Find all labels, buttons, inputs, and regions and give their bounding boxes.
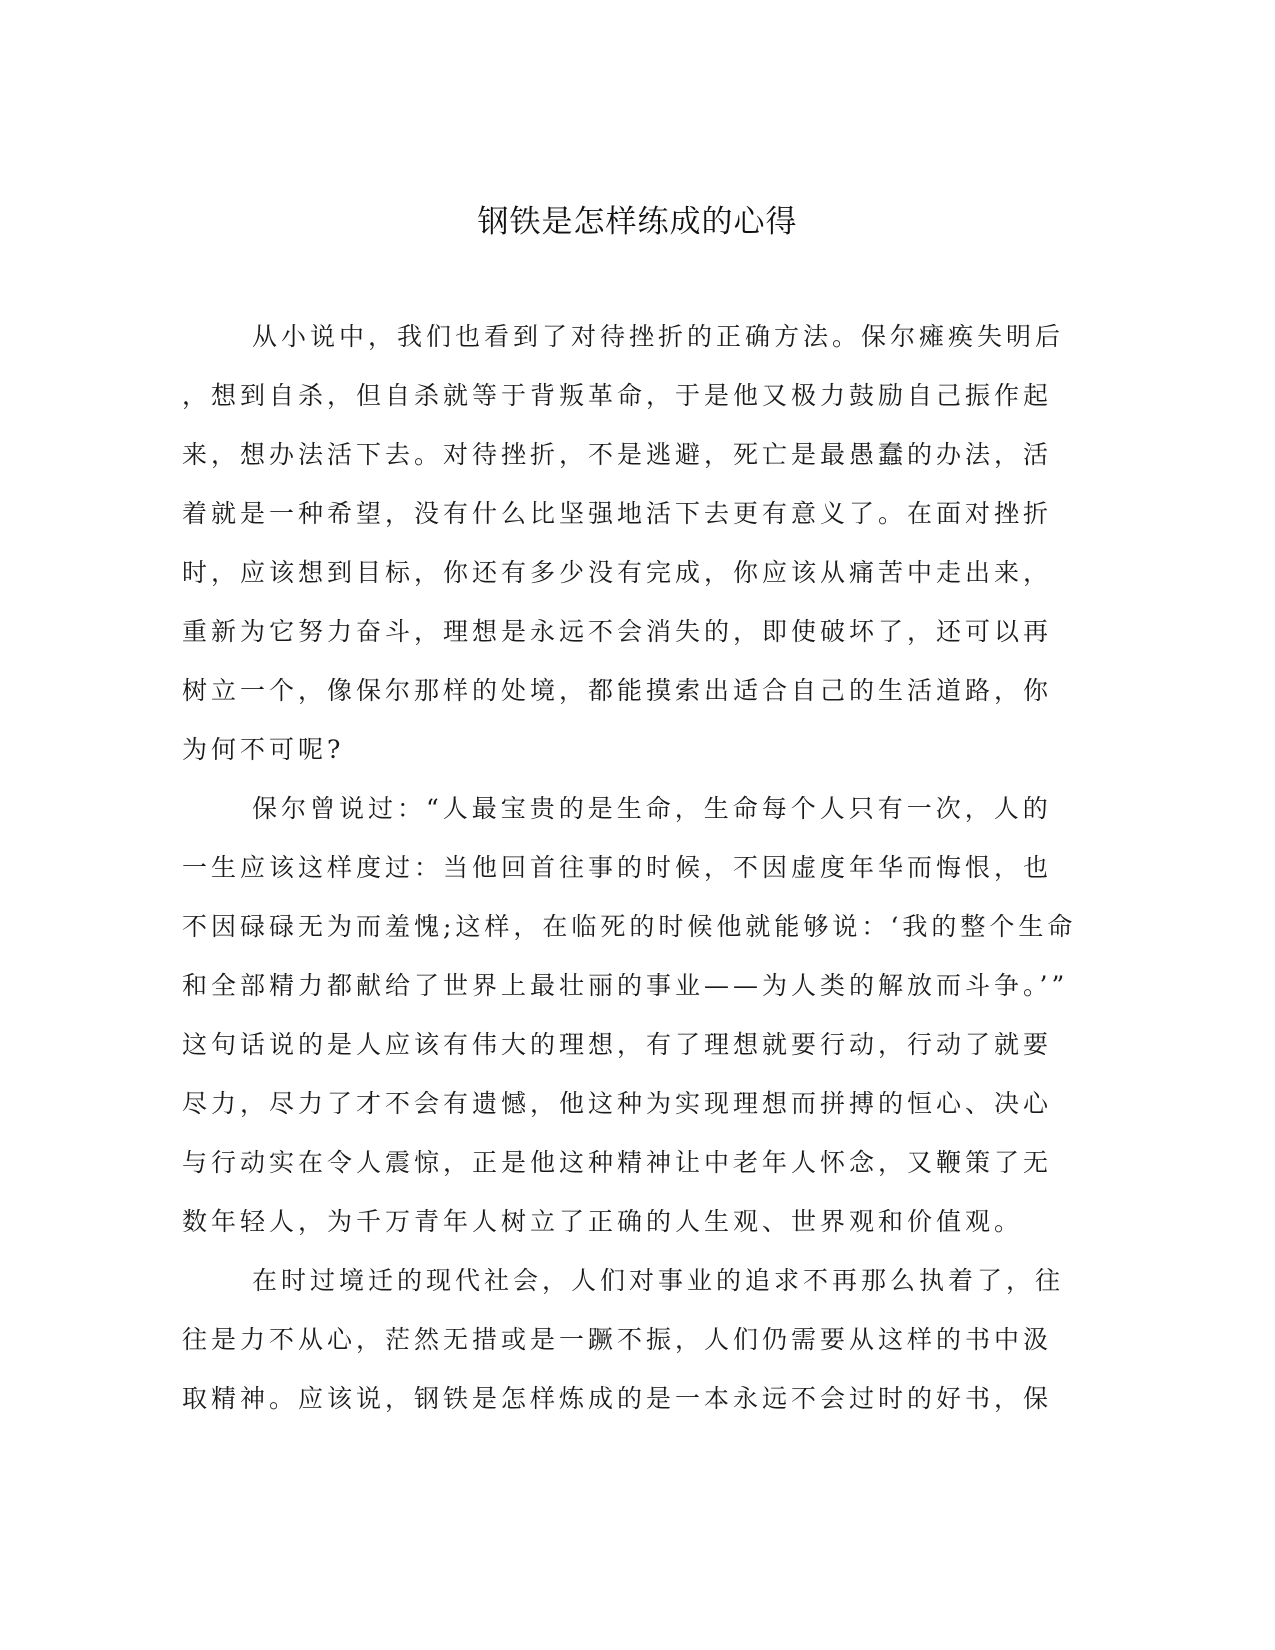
- text-line: 树立一个，像保尔那样的处境，都能摸索出适合自己的生活道路，你: [182, 676, 1053, 705]
- text-line: 重新为它努力奋斗，理想是永远不会消失的，即使破坏了，还可以再: [182, 617, 1053, 646]
- text-line: 来，想办法活下去。对待挫折，不是逃避，死亡是最愚蠢的办法，活: [182, 440, 1053, 469]
- text-line: 在时过境迁的现代社会，人们对事业的追求不再那么执着了，往: [252, 1266, 1065, 1295]
- text-line: 时，应该想到目标，你还有多少没有完成，你应该从痛苦中走出来，: [182, 558, 1053, 587]
- text-line: 数年轻人，为千万青年人树立了正确的人生观、世界观和价值观。: [182, 1207, 1024, 1236]
- document-title: 钢铁是怎样练成的心得: [477, 204, 798, 240]
- text-line: 这句话说的是人应该有伟大的理想，有了理想就要行动，行动了就要: [182, 1030, 1053, 1059]
- text-line: 着就是一种希望，没有什么比坚强地活下去更有意义了。在面对挫折: [182, 499, 1053, 528]
- text-line: 不因碌碌无为而羞愧;这样，在临死的时候他就能够说：‘我的整个生命: [182, 912, 1077, 941]
- text-line: 为何不可呢?: [182, 735, 345, 764]
- text-line: 保尔曾说过：“人最宝贵的是生命，生命每个人只有一次，人的: [252, 794, 1052, 823]
- text-line: ，想到自杀，但自杀就等于背叛革命，于是他又极力鼓励自己振作起: [182, 381, 1053, 410]
- paragraph-1: [182, 314, 1065, 786]
- paragraph-2: [182, 786, 1077, 1258]
- paragraph-3: [182, 1258, 1065, 1435]
- text-line: 取精神。应该说，钢铁是怎样炼成的是一本永远不会过时的好书，保: [182, 1384, 1053, 1413]
- text-line: 往是力不从心，茫然无措或是一蹶不振，人们仍需要从这样的书中汲: [182, 1325, 1053, 1354]
- text-line: 和全部精力都献给了世界上最壮丽的事业——为人类的解放而斗争。’”: [182, 971, 1069, 1000]
- text-line: 一生应该这样度过：当他回首往事的时候，不因虚度年华而悔恨，也: [182, 853, 1053, 882]
- document-body: [182, 314, 1077, 1435]
- text-line: 与行动实在令人震惊，正是他这种精神让中老年人怀念，又鞭策了无: [182, 1148, 1053, 1177]
- text-line: 尽力，尽力了才不会有遗憾，他这种为实现理想而拼搏的恒心、决心: [182, 1089, 1053, 1118]
- text-line: 从小说中，我们也看到了对待挫折的正确方法。保尔瘫痪失明后: [252, 322, 1065, 351]
